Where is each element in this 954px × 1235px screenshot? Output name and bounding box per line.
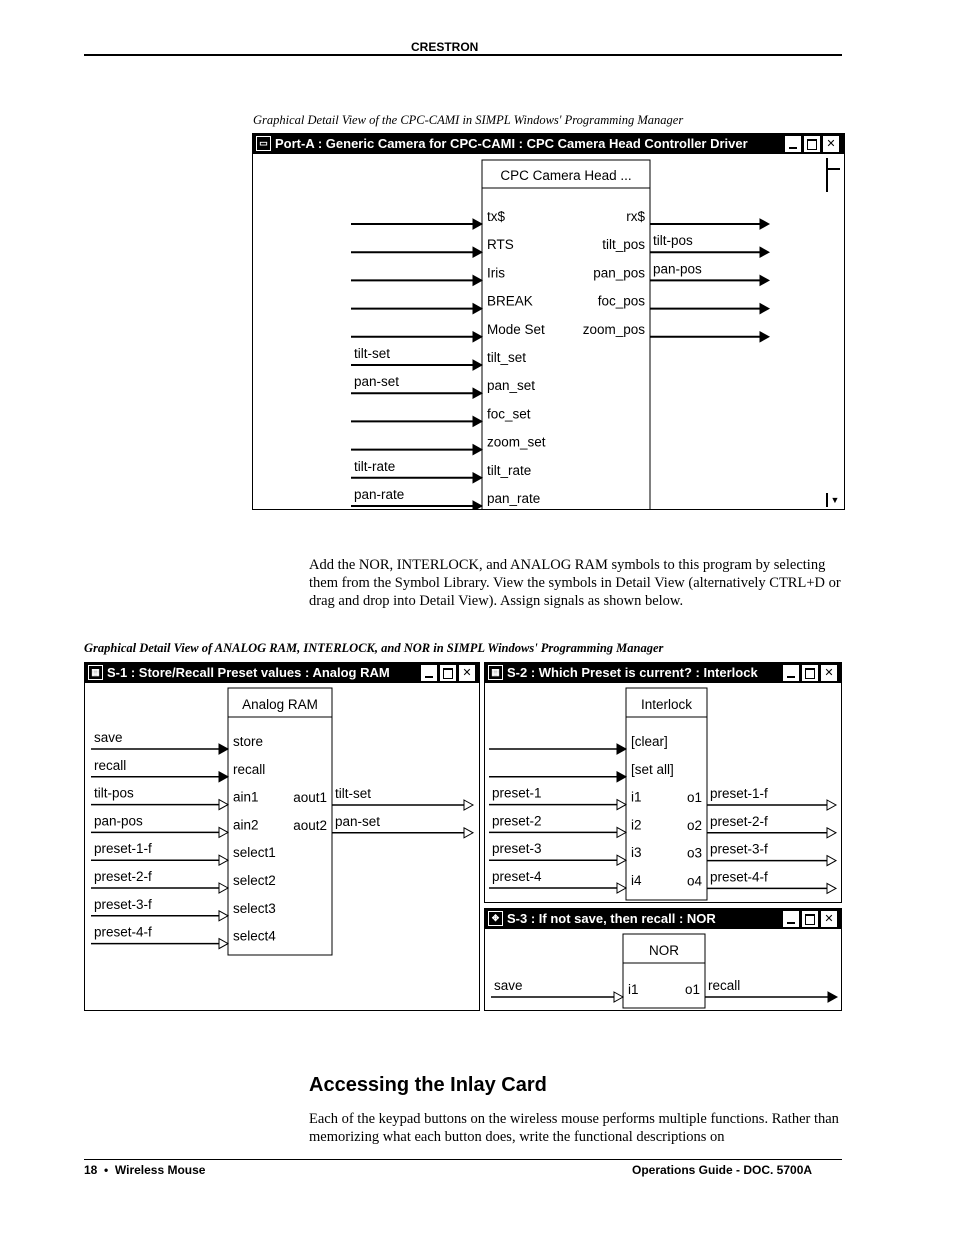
- close-button[interactable]: ✕: [821, 911, 837, 927]
- output-arrow-icon: [827, 856, 836, 866]
- input-arrow-icon: [219, 744, 228, 754]
- output-signal-label: pan-set: [335, 813, 381, 829]
- input-pin-label: tilt_set: [487, 350, 527, 365]
- maximize-button[interactable]: [802, 911, 818, 927]
- input-arrow-icon: [219, 883, 228, 893]
- symbol-title: Interlock: [640, 697, 693, 712]
- symbol-diagram: [253, 154, 845, 510]
- input-pin-label: select4: [233, 928, 276, 944]
- output-pin-label: o1: [684, 982, 700, 997]
- input-arrow-icon: [617, 744, 626, 754]
- output-arrow-icon: [760, 247, 769, 257]
- window-title: Port-A : Generic Camera for CPC-CAMI : CPC Camera Head Controller Driver: [275, 136, 748, 151]
- system-menu-icon[interactable]: ✥: [488, 911, 503, 926]
- output-signal-label: preset-2-f: [710, 813, 768, 829]
- input-arrow-icon: [617, 855, 626, 865]
- scroll-up-icon[interactable]: [826, 158, 842, 192]
- detail-window-nor[interactable]: [484, 908, 842, 1011]
- output-pin-label: o1: [686, 790, 702, 805]
- input-pin-label: store: [233, 734, 264, 749]
- input-signal-label: pan-rate: [354, 487, 405, 502]
- input-pin-label: i2: [631, 817, 642, 833]
- input-arrow-icon: [473, 247, 482, 257]
- window-titlebar[interactable]: [253, 134, 844, 154]
- input-pin-label: [set all]: [631, 761, 674, 777]
- input-signal-label: preset-1-f: [94, 841, 152, 857]
- close-button[interactable]: ✕: [821, 665, 837, 681]
- input-arrow-icon: [473, 473, 482, 483]
- footer-right: Operations Guide - DOC. 5700A: [632, 1163, 813, 1177]
- input-signal-label: pan-set: [354, 374, 400, 390]
- symbol-title: NOR: [649, 943, 679, 958]
- input-arrow-icon: [219, 855, 228, 865]
- input-arrow-icon: [617, 827, 626, 837]
- system-menu-icon[interactable]: ▦: [488, 665, 503, 680]
- input-arrow-icon: [473, 332, 482, 342]
- output-pin-label: o4: [686, 873, 702, 889]
- input-arrow-icon: [219, 772, 228, 782]
- input-arrow-icon: [473, 304, 482, 314]
- input-signal-label: preset-2-f: [94, 869, 152, 884]
- input-arrow-icon: [219, 827, 228, 837]
- input-signal-label: preset-2: [492, 813, 542, 829]
- input-pin-label: i1: [631, 789, 642, 805]
- output-arrow-icon: [827, 883, 836, 893]
- detail-window-analog-ram[interactable]: [84, 662, 480, 1011]
- window-titlebar[interactable]: [485, 663, 841, 683]
- output-arrow-icon: [760, 332, 769, 342]
- output-arrow-icon: [760, 304, 769, 314]
- input-arrow-icon: [617, 772, 626, 782]
- output-arrow-icon: [760, 219, 769, 229]
- window-titlebar[interactable]: [85, 663, 479, 683]
- output-pin-label: zoom_pos: [582, 321, 645, 337]
- footer-left: 18 • Wireless Mouse: [84, 1163, 206, 1177]
- output-arrow-icon: [464, 828, 473, 838]
- maximize-button[interactable]: [804, 136, 820, 152]
- input-arrow-icon: [219, 911, 228, 921]
- instruction-paragraph: Add the NOR, INTERLOCK, and ANALOG RAM symbols to this program by selecting them from the Symbol Library. View the symbols in Detail View (alternatively CTRL+D or drag and drop into Detail View). Assign signals as shown below.: [309, 557, 841, 609]
- close-button[interactable]: ✕: [459, 665, 475, 681]
- input-arrow-icon: [473, 388, 482, 398]
- input-arrow-icon: [473, 416, 482, 426]
- input-arrow-icon: [473, 275, 482, 285]
- input-pin-label: select3: [233, 900, 276, 916]
- input-arrow-icon: [617, 883, 626, 893]
- output-pin-label: aout1: [293, 790, 327, 805]
- output-arrow-icon: [464, 800, 473, 810]
- window-title: S-2 : Which Preset is current? : Interlock: [507, 665, 758, 680]
- input-pin-label: ain2: [233, 817, 259, 833]
- input-arrow-icon: [219, 800, 228, 810]
- output-pin-label: aout2: [293, 817, 327, 833]
- header-brand: CRESTRON: [411, 40, 479, 54]
- output-signal-label: preset-4-f: [710, 869, 768, 885]
- input-pin-label: i1: [628, 982, 639, 997]
- minimize-button[interactable]: [421, 665, 437, 681]
- input-arrow-icon: [473, 501, 482, 510]
- input-pin-label: pan_rate: [487, 491, 541, 506]
- output-pin-label: o3: [686, 845, 702, 861]
- input-pin-label: recall: [233, 761, 266, 777]
- output-signal-label: tilt-pos: [653, 233, 693, 249]
- input-pin-label: [clear]: [631, 734, 668, 749]
- symbol-diagram: [485, 683, 842, 903]
- input-pin-label: BREAK: [487, 293, 533, 309]
- input-pin-label: pan_set: [487, 378, 536, 394]
- output-arrow-icon: [828, 992, 837, 1002]
- footer-rule: [84, 1159, 842, 1160]
- input-signal-label: save: [94, 730, 123, 745]
- input-signal-label: recall: [94, 757, 127, 773]
- detail-window-cpc-cami[interactable]: [252, 133, 845, 510]
- input-arrow-icon: [473, 219, 482, 229]
- input-signal-label: tilt-rate: [354, 458, 396, 474]
- input-pin-label: Mode Set: [487, 321, 545, 337]
- system-menu-icon[interactable]: ▭: [256, 136, 271, 151]
- window-title: S-1 : Store/Recall Preset values : Analog RAM: [107, 665, 390, 680]
- figure-caption-1: Graphical Detail View of the CPC-CAMI in SIMPL Windows' Programming Manager: [253, 113, 684, 127]
- input-signal-label: tilt-pos: [94, 785, 134, 801]
- symbol-diagram: [85, 683, 480, 1011]
- input-signal-label: tilt-set: [354, 346, 391, 361]
- minimize-button[interactable]: [783, 911, 799, 927]
- output-signal-label: preset-1-f: [710, 786, 768, 801]
- output-signal-label: pan-pos: [653, 261, 702, 277]
- input-arrow-icon: [473, 360, 482, 370]
- output-pin-label: tilt_pos: [602, 237, 645, 253]
- symbol-title: Analog RAM: [242, 697, 318, 712]
- output-arrow-icon: [760, 275, 769, 285]
- symbol-title: CPC Camera Head ...: [500, 168, 632, 183]
- input-pin-label: foc_set: [487, 406, 531, 422]
- symbol-diagram: [485, 929, 842, 1011]
- input-pin-label: i4: [631, 873, 642, 888]
- output-signal-label: recall: [708, 978, 741, 993]
- maximize-button[interactable]: [440, 665, 456, 681]
- input-arrow-icon: [617, 800, 626, 810]
- input-signal-label: preset-3: [492, 841, 542, 857]
- output-arrow-icon: [827, 800, 836, 810]
- output-pin-label: foc_pos: [597, 293, 645, 309]
- output-pin-label: o2: [686, 817, 702, 833]
- input-arrow-icon: [473, 445, 482, 455]
- section-heading: Accessing the Inlay Card: [309, 1074, 547, 1096]
- output-signal-label: preset-3-f: [710, 841, 768, 857]
- input-pin-label: tilt_rate: [487, 462, 532, 478]
- minimize-button[interactable]: [785, 136, 801, 152]
- output-arrow-icon: [827, 828, 836, 838]
- input-arrow-icon: [219, 939, 228, 949]
- minimize-button[interactable]: [783, 665, 799, 681]
- detail-window-interlock[interactable]: [484, 662, 842, 903]
- input-arrow-icon: [614, 992, 623, 1002]
- inlay-card-paragraph: Each of the keypad buttons on the wireless mouse performs multiple functions. Rather than memorizing what each button does, write the functional descriptions on: [309, 1111, 839, 1145]
- header-rule: [84, 54, 842, 56]
- input-signal-label: save: [494, 978, 523, 993]
- window-titlebar[interactable]: [485, 909, 841, 929]
- output-pin-label: rx$: [626, 209, 645, 224]
- window-title: S-3 : If not save, then recall : NOR: [507, 911, 716, 926]
- input-pin-label: Iris: [487, 265, 505, 281]
- input-signal-label: preset-1: [492, 785, 542, 801]
- scroll-down-icon[interactable]: ▼: [826, 493, 842, 507]
- maximize-button[interactable]: [802, 665, 818, 681]
- figure-caption-2: Graphical Detail View of ANALOG RAM, INTERLOCK, and NOR in SIMPL Windows' Programming Manager: [84, 641, 664, 655]
- output-signal-label: tilt-set: [335, 786, 372, 801]
- close-button[interactable]: ✕: [823, 136, 839, 152]
- input-pin-label: i3: [631, 845, 642, 861]
- input-pin-label: tx$: [487, 209, 506, 224]
- input-signal-label: preset-4: [492, 869, 542, 884]
- input-signal-label: preset-3-f: [94, 896, 152, 912]
- input-pin-label: zoom_set: [487, 434, 546, 450]
- input-pin-label: select1: [233, 845, 276, 861]
- input-pin-label: RTS: [487, 237, 514, 253]
- input-signal-label: pan-pos: [94, 813, 143, 829]
- input-signal-label: preset-4-f: [94, 924, 152, 940]
- system-menu-icon[interactable]: ▦: [88, 665, 103, 680]
- input-pin-label: ain1: [233, 789, 259, 805]
- output-pin-label: pan_pos: [593, 265, 645, 281]
- input-pin-label: select2: [233, 873, 276, 888]
